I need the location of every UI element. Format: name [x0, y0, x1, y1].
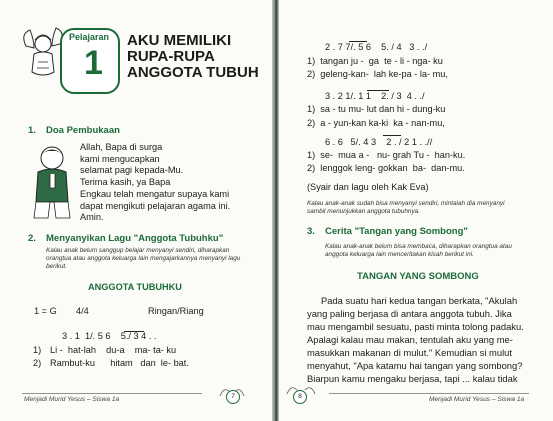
- section-3-note: [325, 243, 512, 259]
- footer-rule: [22, 393, 202, 394]
- note-beam: [383, 135, 401, 136]
- note-line: anggota keluarga lain menceritakan kisah berikut ini.: [325, 251, 474, 258]
- prayer-text: [80, 142, 230, 224]
- praying-child-illustration: [28, 144, 74, 222]
- title-line: AKU MEMILIKI: [127, 32, 232, 49]
- left-page: [0, 0, 272, 421]
- note-line: Kalau anak-anak belum bisa membaca, diharapkan orangtua atau: [325, 243, 512, 250]
- song-notes-line-3: 3 . 2 1/. 1 1 2. / 3 4 . ./: [325, 91, 425, 101]
- story-line: yang paling berjasa di antara anggota tubuh. Jika: [307, 308, 512, 319]
- book-gutter: [272, 0, 279, 421]
- note-line: Kalau anak belum sanggup belajar menyanyi sendiri, diharapkan: [46, 247, 230, 254]
- lesson-label: Pelajaran: [69, 32, 110, 42]
- note-line: sambil menunjukkan anggota tubuhnya.: [307, 208, 420, 215]
- lyric-line: 1) tangan ju - ga te - li - nga- ku: [307, 56, 443, 66]
- song-tempo: Ringan/Riang: [148, 306, 204, 316]
- song-title: ANGGOTA TUBUHKU: [88, 282, 182, 292]
- song-credit: (Syair dan lagu oleh Kak Eva): [307, 182, 429, 192]
- lyric-line: 1) se- mua a - nu- grah Tu - han-ku.: [307, 150, 466, 160]
- title-line: ANGGOTA TUBUH: [127, 64, 259, 81]
- prayer-line: Terima kasih, ya Bapa: [80, 177, 171, 188]
- lyric-line-1: Li - hat-lah du-a ma- ta- ku: [50, 345, 177, 355]
- lyric-number: 1): [33, 345, 42, 355]
- section-1-title: Doa Pembukaan: [46, 125, 120, 136]
- lesson-title: [127, 33, 259, 81]
- story-line: Biarpun kamu mengaku berjasa, tapi ... kalau tidak: [307, 373, 518, 384]
- footer-rule: [329, 393, 529, 394]
- story-line: mau mengambil sesuatu, pasti minta tolong padaku.: [307, 321, 524, 332]
- lyric-line-2: Rambut-ku hitam dan le- bat.: [50, 358, 189, 368]
- page-footer: Menjadi Murid Yesus – Siswa 1a: [429, 396, 525, 403]
- prayer-line: Engkau telah mengatur supaya kami: [80, 188, 230, 199]
- story-line: masukkan makanan di mulut." Kemudian si mulut: [307, 347, 512, 358]
- right-page: [279, 0, 553, 421]
- section-2-number: 2.: [28, 233, 36, 244]
- note-line: orangtua atau anggota keluarga lain mengajarkannya menyanyi lagu: [46, 255, 241, 262]
- lyric-line: 2) lenggok leng- gokkan ba- dan-mu.: [307, 163, 465, 173]
- lyric-line: 1) sa - tu mu- lut dan hi - dung-ku: [307, 104, 446, 114]
- lyric-line: 2) geleng-kan- lah ke-pa - la- mu,: [307, 69, 448, 79]
- song-key: 1 = G: [34, 306, 57, 316]
- prayer-line: Allah, Bapa di surga: [80, 142, 163, 152]
- note-line: berikut.: [46, 263, 67, 270]
- song-notes-line-1: 3 . 1 1/. 5 6 5./ 3 4 . .: [62, 331, 157, 341]
- prayer-line: dapat mengikuti pelajaran agama ini.: [80, 200, 231, 211]
- story-line: Apalagi kalau mau makan, tentulah aku yang me-: [307, 334, 513, 345]
- prayer-line: selamat pagi kepada-Mu.: [80, 165, 184, 176]
- lesson-number: 1: [84, 44, 103, 82]
- story-text: [307, 294, 524, 385]
- section-2-title: Menyanyikan Lagu "Anggota Tubuhku": [46, 233, 224, 244]
- story-title: TANGAN YANG SOMBONG: [357, 271, 479, 282]
- note-line: Kalau anak-anak sudah bisa menyanyi sendiri, mintalah dia menyanyi: [307, 200, 505, 207]
- prayer-line: kami mengucapkan: [80, 153, 160, 164]
- page-footer: Menjadi Murid Yesus – Siswa 1a: [24, 396, 120, 403]
- title-line: RUPA-RUPA: [127, 48, 215, 65]
- section-3-title: Cerita "Tangan yang Sombong": [325, 226, 468, 237]
- page-number: 7: [226, 390, 240, 404]
- singing-note: [307, 200, 505, 216]
- song-notes-line-4: 6 . 6 5/. 4 3 2 . / 2 1 . .//: [325, 137, 433, 147]
- lyric-number: 2): [33, 358, 42, 368]
- section-3-number: 3.: [307, 226, 315, 237]
- story-line: menyahut, "Apa katamu hai tangan yang sombong?: [307, 360, 523, 371]
- prayer-line: Amin.: [80, 212, 104, 223]
- song-notes-line-2: 2 . 7 7/. 5 6 5. / 4 3 . ./: [325, 42, 428, 52]
- song-time: 4/4: [76, 306, 89, 316]
- section-1-number: 1.: [28, 125, 36, 136]
- lesson-badge: [60, 28, 120, 94]
- lyric-line: 2) a - yun-kan ka-ki ka - nan-mu,: [307, 118, 445, 128]
- section-2-note: [46, 247, 240, 271]
- page-number: 8: [293, 390, 307, 404]
- story-line: Pada suatu hari kedua tangan berkata, "Akulah: [321, 295, 518, 306]
